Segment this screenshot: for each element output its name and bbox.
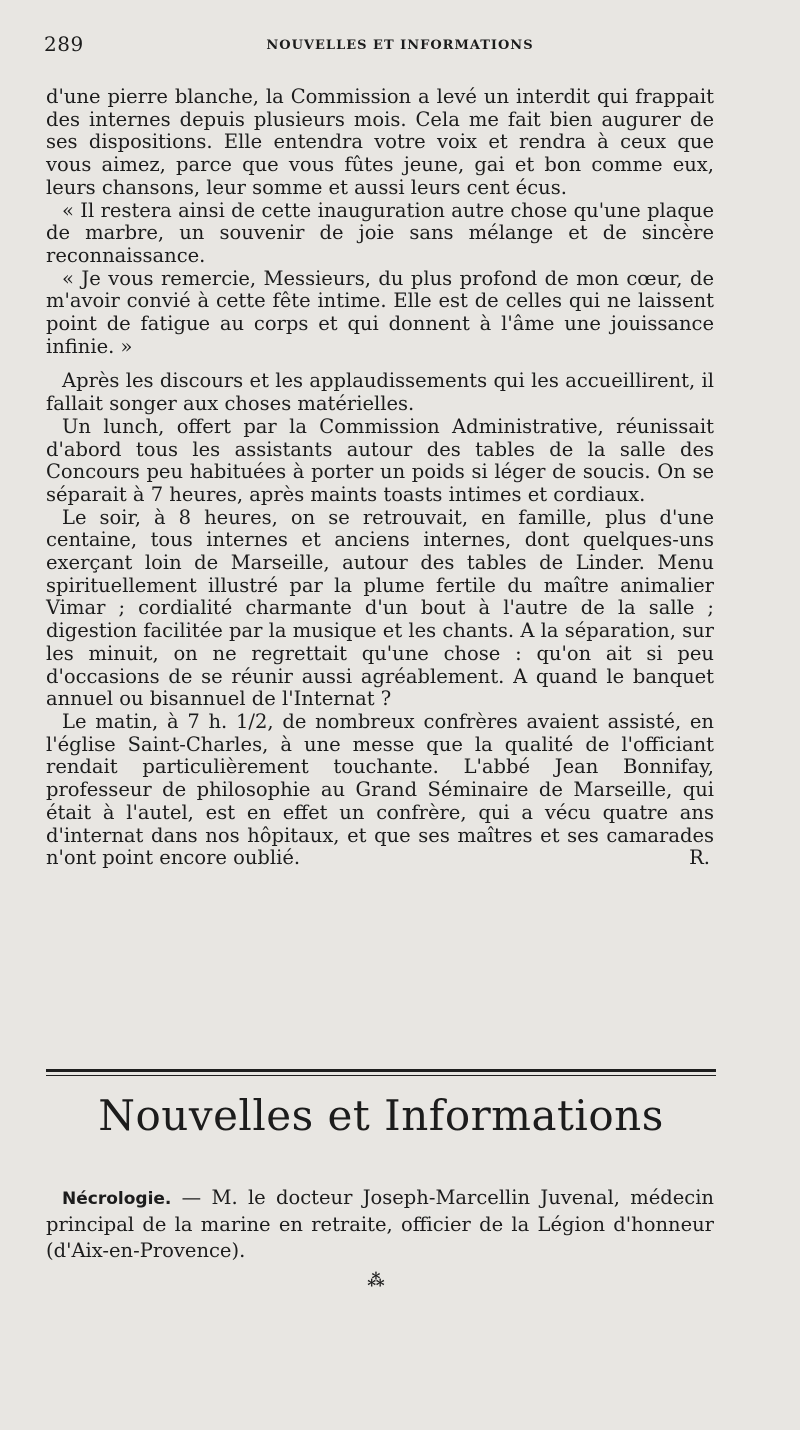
paragraph: d'une pierre blanche, la Commission a levé un interdit qui frappait des internes depuis plusieurs mois. Cela me fait bien augurer de ses dispositions. Elle entendra votre voix et rendra à ceux que vous aimez, parce que vous fûtes jeune, gai et bon comme eux, leurs chansons, leur somme et aussi leurs cent écus.	[46, 85, 714, 199]
paragraph: Après les discours et les applaudissements qui les accueillirent, il fallait songer aux choses matérielles.	[46, 369, 714, 416]
necrology-label: Nécrologie.	[62, 1189, 172, 1209]
paragraph: Le soir, à 8 heures, on se retrouvait, en famille, plus d'une centaine, tous internes et anciens internes, dont quelques-uns exerçant loin de Marseille, autour des tables de Linder. Menu spirituellement illustré par la plume fertile du maître animalier Vimar ; cordialité charmante d'un bout à l'autre de la salle ; digestion facilitée par la musique et les chants. A la séparation, sur les minuit, on ne regrettait qu'une chose : qu'on ait si peu d'occasions de se réunir aussi agréablement. A quand le banquet annuel ou bisannuel de l'Internat ?	[46, 505, 714, 711]
page-number: 289	[44, 32, 84, 56]
necrology-text: — M. le docteur Joseph-Marcellin Juvenal, médecin principal de la marine en retraite, officier de la Légion d'honneur (d'Aix-en-Provence).	[46, 1186, 714, 1262]
paragraph-with-signature	[46, 711, 714, 870]
running-title: NOUVELLES ET INFORMATIONS	[266, 38, 534, 53]
page-header	[44, 32, 756, 58]
paragraph: Un lunch, offert par la Commission Administrative, réunissait d'abord tous les assistants autour des tables de la salle des Concours peu habituées à porter un poids si léger de soucis. On se séparait à 7 heures, après maints toasts intimes et cordiaux.	[46, 414, 714, 506]
section-divider	[46, 1069, 716, 1076]
necrology-paragraph	[46, 1185, 714, 1264]
paragraph: « Il restera ainsi de cette inauguration autre chose qu'une plaque de marbre, un souvenir de joie sans mélange et de sincère reconnaissance.	[46, 198, 714, 267]
paragraph: « Je vous remercie, Messieurs, du plus profond de mon cœur, de m'avoir convié à cette fête intime. Elle est de celles qui ne laissent point de fatigue au corps et qui donnent à l'âme une jouissance infinie. »	[46, 266, 714, 358]
section-heading: Nouvelles et Informations	[98, 1091, 664, 1140]
asterism: ⁂	[367, 1271, 385, 1291]
news-item	[46, 1185, 714, 1264]
article-body	[46, 86, 714, 870]
paragraph: Le matin, à 7 h. 1/2, de nombreux confrères avaient assisté, en l'église Saint-Charles, à une messe que la qualité de l'officiant rendait particulièrement touchante. L'abbé Jean Bonnifay, professeur de philosophie au Grand Séminaire de Marseille, qui était à l'autel, est en effet un confrère, qui a vécu quatre ans d'internat dans nos hôpitaux, et que ses maîtres et ses camarades n'ont point encore oublié.	[46, 709, 714, 870]
signature: R.	[689, 846, 710, 870]
